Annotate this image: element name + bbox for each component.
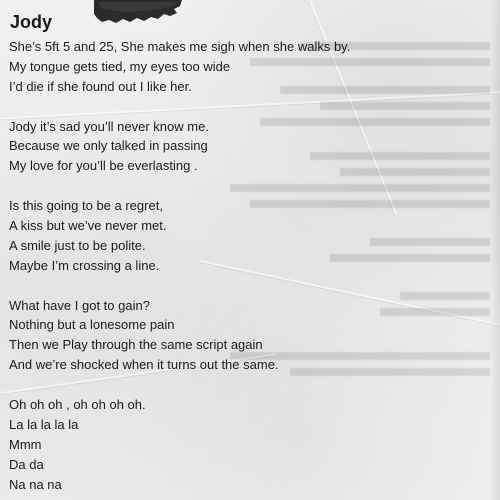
stanza-3 [9, 196, 479, 276]
poem-title: Jody [10, 12, 53, 32]
poem-line: Na na na [9, 476, 62, 492]
poem-line: She’s 5ft 5 and 25, She makes me sigh when she walks by. [9, 39, 351, 54]
stanza-break [9, 375, 479, 395]
poem-line: A smile just to be polite. [9, 237, 146, 253]
stanza-4 [9, 296, 479, 376]
poem-line: Mmm [9, 436, 42, 452]
paper-edge-shadow [490, 0, 500, 500]
poem-line: What have I got to gain? [9, 297, 150, 313]
poem-line: Nothing but a lonesome pain [9, 317, 175, 333]
poem-line: Maybe I’m crossing a line. [9, 257, 160, 273]
poem-line: Because we only talked in passing [9, 138, 208, 154]
poem-line: And we’re shocked when it turns out the same. [9, 357, 279, 373]
poem-line: My tongue gets tied, my eyes too wide [9, 58, 231, 74]
stanza-break [9, 176, 479, 196]
stanza-1 [9, 37, 479, 97]
stanza-break [9, 97, 479, 117]
poem-line: Then we Play through the same script again [9, 337, 263, 353]
poem-line: Is this going to be a regret, [9, 198, 163, 214]
stanza-break [9, 276, 479, 296]
torn-paper-patch [94, 0, 182, 26]
stanza-5 [9, 395, 479, 494]
poem-body [9, 37, 479, 494]
poem-line: My love for you’ll be everlasting . [9, 158, 198, 174]
poem-line: La la la la la [9, 416, 79, 432]
poem-line: I’d die if she found out I like her. [9, 78, 192, 94]
poem-line: Jody it’s sad you’ll never know me. [9, 118, 209, 134]
poem-line: A kiss but we’ve never met. [9, 218, 167, 234]
stanza-2 [9, 117, 479, 177]
poem-line: Da da [9, 456, 44, 472]
poem-line: Oh oh oh , oh oh oh oh. [9, 397, 146, 413]
